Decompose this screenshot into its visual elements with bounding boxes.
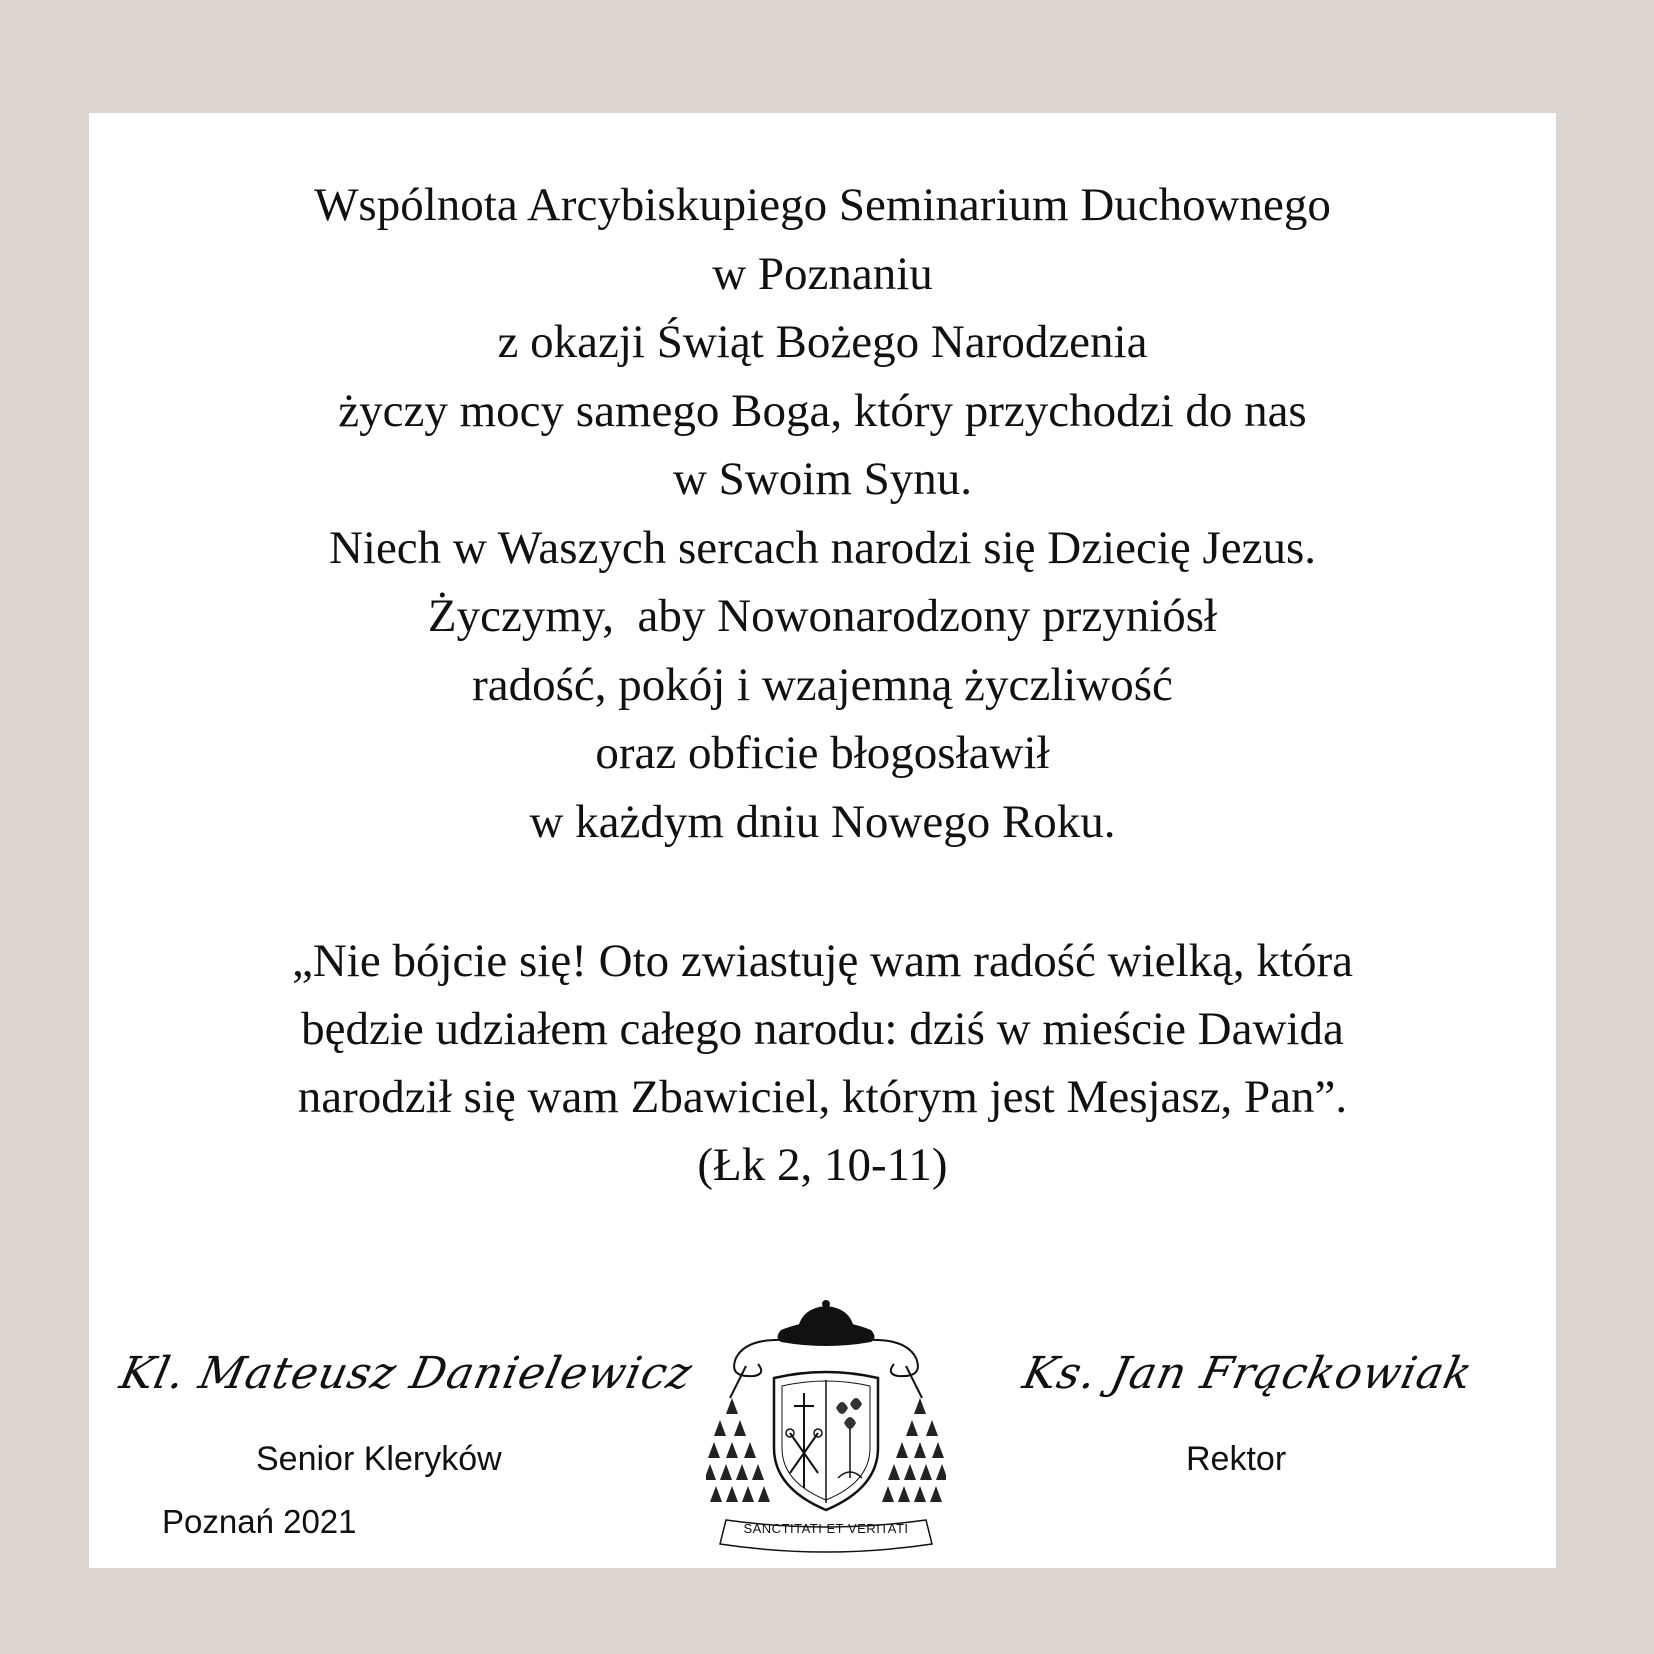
greeting-text xyxy=(89,171,1556,856)
quote-line: „Nie bójcie się! Oto zwiastuję wam radość wielką, która xyxy=(291,935,1354,987)
quote-reference: (Łk 2, 10-11) xyxy=(697,1139,948,1191)
role-left: Senior Kleryków xyxy=(256,1440,502,1478)
greeting-line: Niech w Waszych sercach narodzi się Dziecię Jezus. xyxy=(328,521,1317,574)
crest-motto: SANCTITATI ET VERITATI xyxy=(743,1521,909,1536)
greeting-card xyxy=(89,113,1556,1568)
quote-line: będzie udziałem całego narodu: dziś w mieście Dawida xyxy=(301,1003,1344,1055)
greeting-line: Życzymy, aby Nowonarodzony przyniósł xyxy=(427,590,1218,642)
quote-line: narodził się wam Zbawiciel, którym jest Mesjasz, Pan”. xyxy=(297,1071,1348,1123)
greeting-line: z okazji Świąt Bożego Narodzenia xyxy=(497,316,1148,368)
greeting-line: Wspólnota Arcybiskupiego Seminarium Duchownego xyxy=(314,179,1331,231)
coat-of-arms-icon xyxy=(706,1298,946,1578)
greeting-line: w Poznaniu xyxy=(712,247,933,300)
place-date: Poznań 2021 xyxy=(162,1503,357,1540)
role-right: Rektor xyxy=(1186,1440,1287,1478)
greeting-line: życzy mocy samego Boga, który przychodzi do nas xyxy=(338,384,1307,437)
signature-left: Kl. Mateusz Danielewicz xyxy=(115,1348,698,1399)
greeting-line: radość, pokój i wzajemną życzliwość xyxy=(472,658,1173,711)
signature-right: Ks. Jan Frąckowiak xyxy=(1018,1348,1478,1399)
greeting-line: w Swoim Synu. xyxy=(672,453,973,505)
greeting-line: oraz obficie błogosławił xyxy=(595,727,1050,779)
bible-quote xyxy=(89,927,1556,1199)
greeting-line: w każdym dniu Nowego Roku. xyxy=(529,795,1116,848)
